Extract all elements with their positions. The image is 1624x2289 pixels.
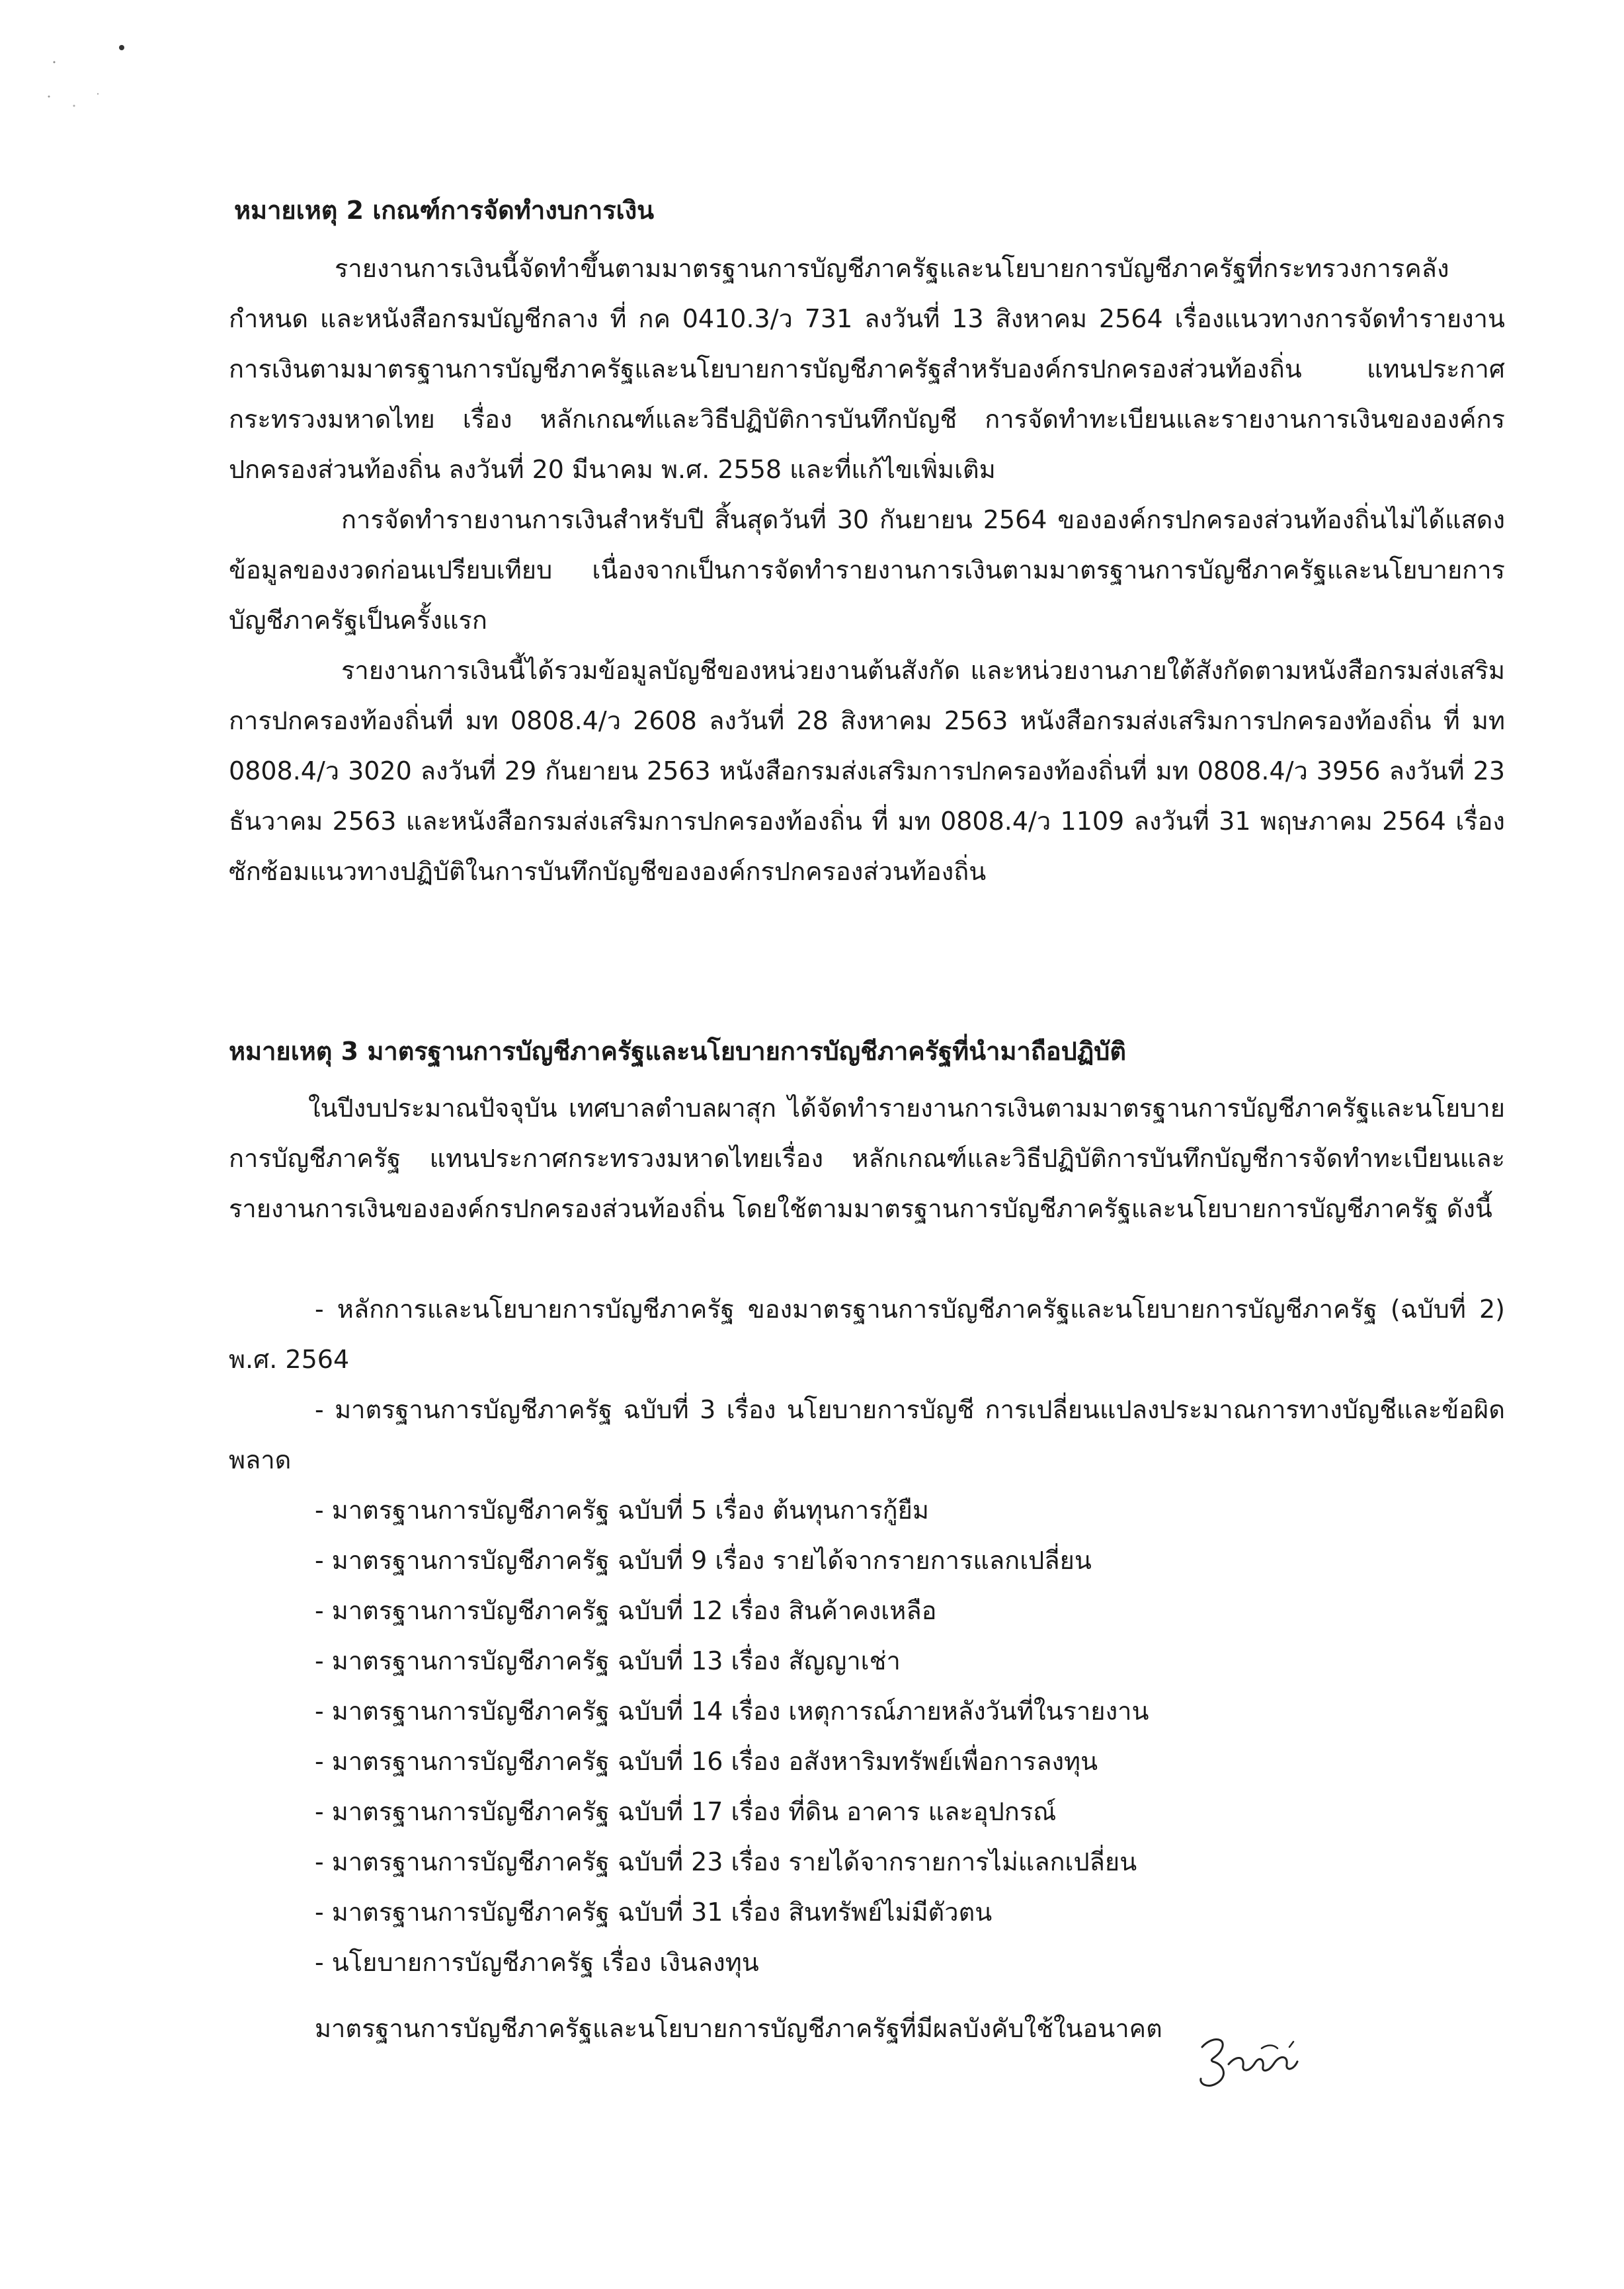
note3-title: หมายเหตุ 3 มาตรฐานการบัญชีภาครัฐและนโยบายการบัญชีภาครัฐที่นำมาถือปฏิบัติ xyxy=(229,1037,1127,1066)
list-item: - มาตรฐานการบัญชีภาครัฐ ฉบับที่ 13 เรื่อง สัญญาเช่า xyxy=(315,1646,901,1675)
list-item: - มาตรฐานการบัญชีภาครัฐ ฉบับที่ 31 เรื่อง สินทรัพย์ไม่มีตัวตน xyxy=(315,1898,993,1927)
list-item: - มาตรฐานการบัญชีภาครัฐ ฉบับที่ 9 เรื่อง รายได้จากรายการแลกเปลี่ยน xyxy=(315,1546,1092,1575)
note3-intro: ในปีงบประมาณปัจจุบัน เทศบาลตำบลผาสุก ได้จัดทำรายงานการเงินตามมาตรฐานการบัญชีภาครัฐและนโยบายการบัญชีภาครัฐ แทนประกาศกระทรวงมหาดไทยเรื่อง หลักเกณฑ์และวิธีปฏิบัติการบันทึกบัญชีการจัดทำทะเบียนและรายงานการเงินขององค์กรปกครองส่วนท้องถิ่น โดยใช้ตามมาตรฐานการบัญชีภาครัฐและนโยบายการบัญชีภาครัฐ ดังนี้ xyxy=(229,1094,1505,1223)
note2-title: หมายเหตุ 2 เกณฑ์การจัดทำงบการเงิน xyxy=(234,196,655,225)
list-item: - มาตรฐานการบัญชีภาครัฐ ฉบับที่ 3 เรื่อง นโยบายการบัญชี การเปลี่ยนแปลงประมาณการทางบัญชีและข้อผิดพลาด xyxy=(229,1395,1505,1474)
list-item: - มาตรฐานการบัญชีภาครัฐ ฉบับที่ 14 เรื่อง เหตุการณ์ภายหลังวันที่ในรายงาน xyxy=(315,1697,1149,1726)
standards-list xyxy=(229,1284,1505,1988)
note3-intro-block xyxy=(229,1083,1505,1234)
future-standards-line: มาตรฐานการบัญชีภาครัฐและนโยบายการบัญชีภาครัฐที่มีผลบังคับใช้ในอนาคต xyxy=(315,2014,1162,2043)
list-item: - มาตรฐานการบัญชีภาครัฐ ฉบับที่ 17 เรื่อง ที่ดิน อาคาร และอุปกรณ์ xyxy=(315,1797,1057,1826)
list-item: - มาตรฐานการบัญชีภาครัฐ ฉบับที่ 23 เรื่อง รายได้จากรายการไม่แลกเปลี่ยน xyxy=(315,1847,1137,1876)
list-item: - นโยบายการบัญชีภาครัฐ เรื่อง เงินลงทุน xyxy=(315,1948,759,1977)
scan-specks xyxy=(40,33,132,126)
handwritten-signature xyxy=(1190,2023,1309,2096)
note2-paragraph-1: รายงานการเงินนี้จัดทำขึ้นตามมาตรฐานการบัญชีภาครัฐและนโยบายการบัญชีภาครัฐที่กระทรวงการคลังกำหนด และหนังสือกรมบัญชีกลาง ที่ กค 0410.3/ว 731 ลงวันที่ 13 สิงหาคม 2564 เรื่องแนวทางการจัดทำรายงานการเงินตามมาตรฐานการบัญชีภาครัฐและนโยบายการบัญชีภาครัฐสำหรับองค์กรปกครองส่วนท้องถิ่น แทนประกาศกระทรวงมหาดไทย เรื่อง หลักเกณฑ์และวิธีปฏิบัติการบันทึกบัญชี การจัดทำทะเบียนและรายงานการเงินขององค์กรปกครองส่วนท้องถิ่น ลงวันที่ 20 มีนาคม พ.ศ. 2558 และที่แก้ไขเพิ่มเติม xyxy=(229,254,1505,484)
note2-body xyxy=(229,243,1505,897)
list-item: - มาตรฐานการบัญชีภาครัฐ ฉบับที่ 16 เรื่อง อสังหาริมทรัพย์เพื่อการลงทุน xyxy=(315,1747,1098,1776)
note2-paragraph-2: การจัดทำรายงานการเงินสำหรับปี สิ้นสุดวันที่ 30 กันยายน 2564 ขององค์กรปกครองส่วนท้องถิ่นไม่ได้แสดงข้อมูลของงวดก่อนเปรียบเทียบ เนื่องจากเป็นการจัดทำรายงานการเงินตามมาตรฐานการบัญชีภาครัฐและนโยบายการบัญชีภาครัฐเป็นครั้งแรก xyxy=(229,505,1505,635)
list-item: - มาตรฐานการบัญชีภาครัฐ ฉบับที่ 5 เรื่อง ต้นทุนการกู้ยืม xyxy=(315,1496,929,1525)
list-item: - มาตรฐานการบัญชีภาครัฐ ฉบับที่ 12 เรื่อง สินค้าคงเหลือ xyxy=(315,1596,937,1625)
note2-paragraph-3: รายงานการเงินนี้ได้รวมข้อมูลบัญชีของหน่วยงานต้นสังกัด และหน่วยงานภายใต้สังกัดตามหนังสือกรมส่งเสริมการปกครองท้องถิ่นที่ มท 0808.4/ว 2608 ลงวันที่ 28 สิงหาคม 2563 หนังสือกรมส่งเสริมการปกครองท้องถิ่น ที่ มท 0808.4/ว 3020 ลงวันที่ 29 กันยายน 2563 หนังสือกรมส่งเสริมการปกครองท้องถิ่นที่ มท 0808.4/ว 3956 ลงวันที่ 23 ธันวาคม 2563 และหนังสือกรมส่งเสริมการปกครองท้องถิ่น ที่ มท 0808.4/ว 1109 ลงวันที่ 31 พฤษภาคม 2564 เรื่อง ซักซ้อมแนวทางปฏิบัติในการบันทึกบัญชีขององค์กรปกครองส่วนท้องถิ่น xyxy=(229,656,1505,886)
list-item: - หลักการและนโยบายการบัญชีภาครัฐ ของมาตรฐานการบัญชีภาครัฐและนโยบายการบัญชีภาครัฐ (ฉบับที่ 2) พ.ศ. 2564 xyxy=(229,1295,1505,1374)
